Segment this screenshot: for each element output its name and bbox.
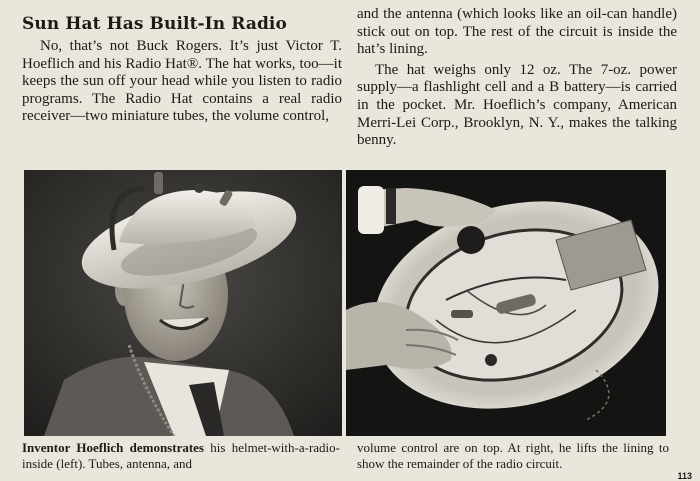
photo-man-with-radio-hat — [24, 170, 342, 436]
article-paragraph: No, that’s not Buck Rogers. It’s just Victor T. Hoeflich and his Radio Hat®. The hat works, too—it keeps the sun off your head while you listen to radio programs. The Radio Hat contains a real radio receiver—two miniature tubes, the volume control, — [22, 38, 342, 125]
article-left-column — [22, 6, 342, 126]
article-paragraph: The hat weighs only 12 oz. The 7-oz. power supply—a flashlight cell and a B battery—is carried in the pocket. Mr. Hoeflich’s company, American Merri-Lei Corp., Brooklyn, N. Y., makes the talking benny. — [357, 61, 677, 149]
article-paragraph: and the antenna (which looks like an oil-can handle) stick out on top. The rest of the circuit is inside the hat’s lining. — [357, 6, 677, 58]
radio-hat-portrait-illustration — [24, 170, 342, 436]
photo-caption-right: volume control are on top. At right, he lifts the lining to show the remainder of the radio circuit. — [357, 440, 669, 471]
caption-text: his helmet-with-a-radio-inside (left). Tubes, antenna, and — [22, 440, 340, 471]
page-number: 113 — [677, 471, 692, 481]
article-right-column — [357, 6, 677, 150]
radio-circuit-illustration — [346, 170, 666, 436]
caption-lead-in: Inventor Hoeflich demonstrates — [22, 440, 204, 455]
photo-caption-left — [22, 440, 340, 472]
article-headline: Sun Hat Has Built-In Radio — [22, 14, 287, 34]
photo-radio-circuit-in-hat — [346, 170, 666, 436]
